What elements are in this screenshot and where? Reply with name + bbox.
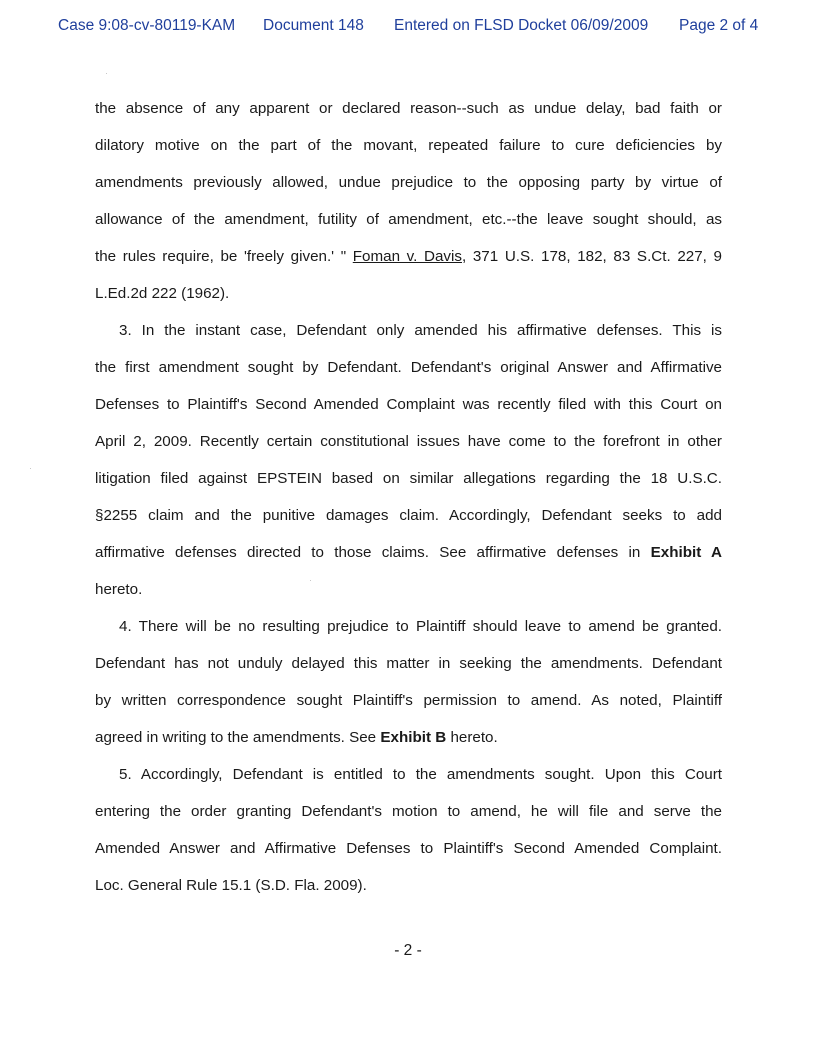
exhibit-b-lead: agreed in writing to the amendments. See — [95, 729, 377, 746]
header-entered-date: Entered on FLSD Docket 06/09/2009 — [394, 17, 649, 34]
text-line: allowance of the amendment, futility of amendment, etc.--the leave sought should, as — [95, 211, 722, 228]
text-line: Defendant has not unduly delayed this matter in seeking the amendments. Defendant — [95, 655, 722, 672]
text-line: amendments previously allowed, undue prejudice to the opposing party by virtue of — [95, 174, 722, 191]
exhibit-b-label: Exhibit B — [380, 729, 447, 746]
text-line-exhibit-b — [95, 719, 722, 756]
text-line: hereto. — [95, 581, 143, 598]
docket-header — [58, 17, 762, 37]
text-line: the absence of any apparent or declared reason--such as undue delay, bad faith or — [95, 100, 722, 117]
scan-speck — [30, 468, 31, 469]
header-case-number: Case 9:08-cv-80119-KAM — [58, 17, 236, 34]
page-number: - 2 - — [394, 942, 422, 959]
text-line: L.Ed.2d 222 (1962). — [95, 285, 230, 302]
text-line: §2255 claim and the punitive damages claim. Accordingly, Defendant seeks to add — [95, 507, 722, 524]
document-body — [95, 90, 722, 904]
exhibit-b-tail: hereto. — [450, 729, 498, 746]
paragraph-continuation — [95, 90, 722, 312]
citation-prefix: the rules require, be 'freely given.' " — [95, 248, 347, 265]
text-line: 5. Accordingly, Defendant is entitled to the amendments sought. Upon this Court — [119, 766, 722, 783]
exhibit-a-lead: affirmative defenses directed to those claims. See affirmative defenses in — [95, 544, 641, 561]
header-page-count: Page 2 of 4 — [679, 17, 759, 34]
header-document-number: Document 148 — [263, 17, 364, 34]
text-line-exhibit-a — [95, 534, 722, 571]
scan-speck — [106, 73, 107, 74]
paragraph-5 — [95, 756, 722, 904]
text-line: Amended Answer and Affirmative Defenses to Plaintiff's Second Amended Complaint. — [95, 840, 722, 857]
text-line: April 2, 2009. Recently certain constitutional issues have come to the forefront in other — [95, 433, 722, 450]
text-line: 3. In the instant case, Defendant only amended his affirmative defenses. This is — [119, 322, 722, 339]
text-line: by written correspondence sought Plaintiff's permission to amend. As noted, Plaintiff — [95, 692, 722, 709]
text-line: Defenses to Plaintiff's Second Amended Complaint was recently filed with this Court on — [95, 396, 722, 413]
text-line: litigation filed against EPSTEIN based on similar allegations regarding the 18 U.S.C. — [95, 470, 722, 487]
paragraph-4 — [95, 608, 722, 756]
text-line: the first amendment sought by Defendant. Defendant's original Answer and Affirmative — [95, 359, 722, 376]
text-line: Loc. General Rule 15.1 (S.D. Fla. 2009). — [95, 877, 367, 894]
paragraph-3 — [95, 312, 722, 608]
text-line: entering the order granting Defendant's motion to amend, he will file and serve the — [95, 803, 722, 820]
citation-reporter: , 371 U.S. 178, 182, 83 S.Ct. 227, 9 — [461, 248, 722, 265]
case-name-foman-v-davis: Foman v. Davis — [352, 248, 462, 265]
text-line: dilatory motive on the part of the movant, repeated failure to cure deficiencies by — [95, 137, 722, 154]
text-line: 4. There will be no resulting prejudice to Plaintiff should leave to amend be granted. — [119, 618, 722, 635]
text-line-citation — [95, 238, 722, 275]
exhibit-a-label: Exhibit A — [650, 544, 722, 561]
